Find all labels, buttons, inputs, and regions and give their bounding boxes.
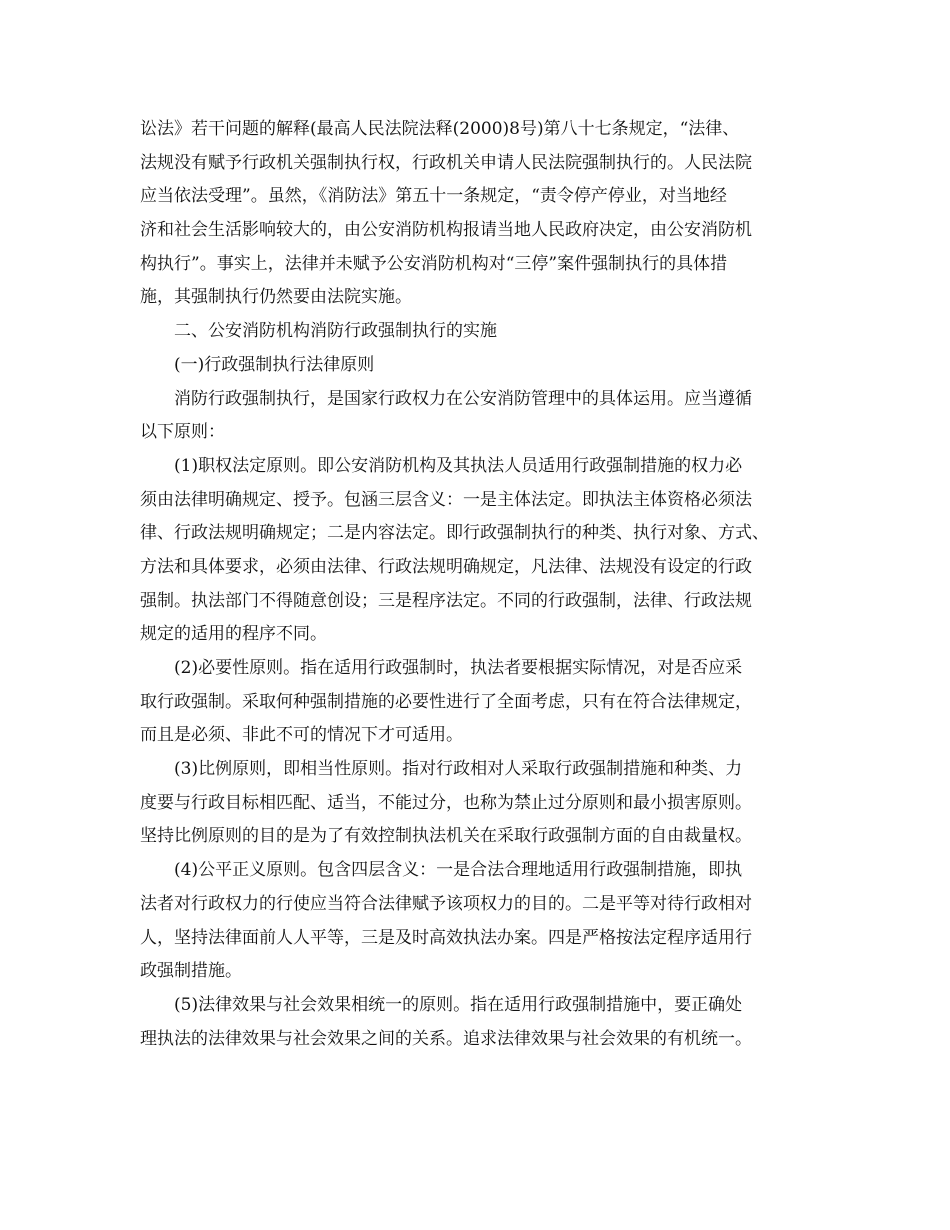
- text-line: (1)职权法定原则。即公安消防机构及其执法人员适用行政强制措施的权力必: [174, 455, 743, 476]
- text-line: 施，其强制执行仍然要由法院实施。: [140, 287, 412, 308]
- paragraph-principle-2: [140, 652, 830, 753]
- text-line: 消防行政强制执行，是国家行政权力在公安消防管理中的具体运用。应当遵循: [174, 388, 752, 409]
- text-line: 人，坚持法律面前人人平等，三是及时高效执法办案。四是严格按法定程序适用行: [140, 927, 752, 948]
- paragraph-principle-3: [140, 753, 830, 854]
- text-line: 理执法的法律效果与社会效果之间的关系。追求法律效果与社会效果的有机统一。: [140, 1028, 752, 1049]
- text-line: 度要与行政目标相匹配、适当，不能过分，也称为禁止过分原则和最小损害原则。: [140, 792, 752, 813]
- text-line: 讼法》若干问题的解释(最高人民法院法释(2000)8号)第八十七条规定，“法律、: [140, 119, 740, 139]
- text-line: 方法和具体要求，必须由法律、行政法规明确规定，凡法律、法规没有设定的行政: [140, 556, 752, 577]
- text-line: 构执行”。事实上，法律并未赋予公安消防机构对“三停”案件强制执行的具体措: [140, 253, 728, 274]
- text-line: 坚持比例原则的目的是为了有效控制执法机关在采取行政强制方面的自由裁量权。: [140, 826, 752, 847]
- document-body: [140, 113, 830, 1056]
- text-line: 政强制措施。: [140, 961, 242, 982]
- paragraph-principle-5: [140, 989, 830, 1056]
- text-line: (4)公平正义原则。包含四层含义：一是合法合理地适用行政强制措施，即执: [174, 860, 743, 881]
- text-line: 律、行政法规明确规定；二是内容法定。即行政强制执行的种类、执行对象、方式、: [140, 523, 769, 544]
- text-line: (5)法律效果与社会效果相统一的原则。指在适用行政强制措施中，要正确处: [174, 994, 743, 1015]
- text-line: 规定的适用的程序不同。: [140, 624, 327, 645]
- subsection-heading-text: (一)行政强制执行法律原则: [174, 354, 375, 375]
- text-line: 强制。执法部门不得随意创设；三是程序法定。不同的行政强制，法律、行政法规: [140, 590, 752, 611]
- text-line: 须由法律明确规定、授予。包涵三层含义：一是主体法定。即执法主体资格必须法: [140, 489, 752, 510]
- text-line: 而且是必须、非此不可的情况下才可适用。: [140, 725, 463, 746]
- text-line: 取行政强制。采取何种强制措施的必要性进行了全面考虑，只有在符合法律规定，: [140, 691, 752, 712]
- paragraph-intro: [140, 383, 830, 450]
- text-line: 法规没有赋予行政机关强制执行权，行政机关申请人民法院强制执行的。人民法院: [140, 152, 752, 173]
- text-line: (3)比例原则，即相当性原则。指对行政相对人采取行政强制措施和种类、力: [174, 759, 743, 780]
- text-line: 以下原则：: [140, 422, 225, 443]
- section-heading: [140, 315, 830, 349]
- text-line: (2)必要性原则。指在适用行政强制时，执法者要根据实际情况，对是否应采: [174, 658, 743, 678]
- paragraph-principle-1: [140, 450, 830, 652]
- paragraph-continuation: [140, 113, 830, 315]
- paragraph-principle-4: [140, 854, 830, 989]
- section-heading-text: 二、公安消防机构消防行政强制执行的实施: [174, 321, 497, 342]
- subsection-heading: [140, 349, 830, 383]
- text-line: 应当依法受理”。虽然，《消防法》第五十一条规定，“责令停产停业，对当地经: [140, 186, 727, 207]
- text-line: 济和社会生活影响较大的，由公安消防机构报请当地人民政府决定，由公安消防机: [140, 220, 752, 241]
- text-line: 法者对行政权力的行使应当符合法律赋予该项权力的目的。二是平等对待行政相对: [140, 893, 752, 914]
